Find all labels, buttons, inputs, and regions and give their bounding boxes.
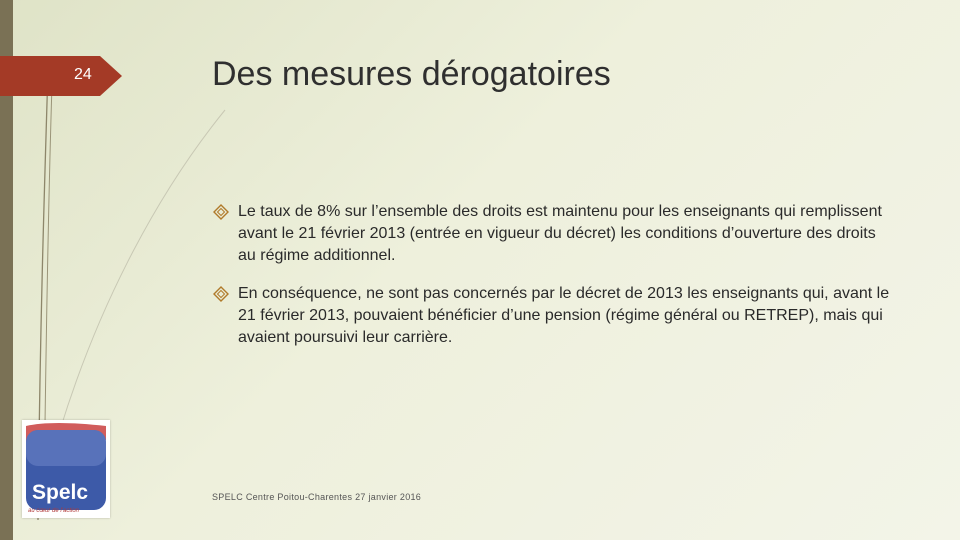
slide-number-tab (0, 56, 122, 96)
bullet-item (213, 283, 893, 349)
slide-footer: SPELC Centre Poitou-Charentes 27 janvier 2016 (212, 492, 422, 502)
bullet-text: Le taux de 8% sur l’ensemble des droits est maintenu pour les enseignants qui remplissent avant le 21 février 2013 (entrée en vigueur du décret) les conditions d’ouverture des droits au régime additionnel. (238, 203, 882, 264)
diamond-bullet-icon (213, 286, 229, 302)
slide-title: Des mesures dérogatoires (212, 55, 611, 93)
diamond-bullet-icon (213, 204, 229, 220)
spelc-logo (22, 420, 110, 518)
logo-tagline: au cœur de l’action (28, 508, 80, 514)
slide-number: 24 (74, 66, 92, 83)
logo-name: Spelc (32, 481, 89, 504)
bullet-text: En conséquence, ne sont pas concernés par le décret de 2013 les enseignants qui, avant le 21 février 2013, pouvaient bénéficier d’une pension (régime général ou RETREP), mais qui avaient poursuivi leur carrière. (238, 285, 890, 346)
bullet-list (213, 201, 893, 365)
bullet-item (213, 201, 893, 267)
